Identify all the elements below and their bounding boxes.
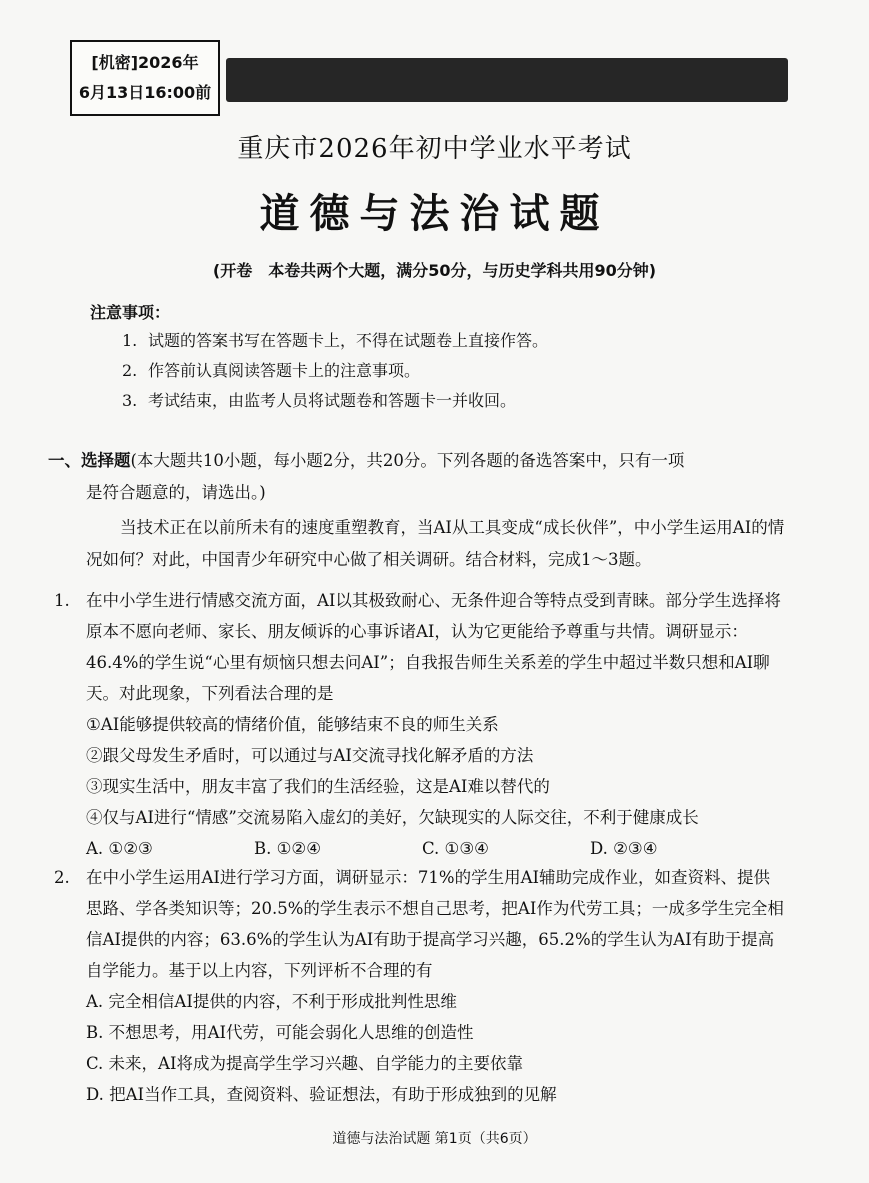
option-a: A. 完全相信AI提供的内容，不利于形成批判性思维 (86, 992, 457, 1011)
confidential-line-1: [机密]2026年 (91, 53, 199, 72)
redaction-bar (226, 58, 788, 102)
statement-1: ①AI能够提供较高的情绪价值，能够结束不良的师生关系 (86, 715, 499, 734)
question-1 (54, 585, 784, 864)
notes-list (122, 326, 548, 416)
question-number: 1. (54, 591, 70, 610)
option-d: D. 把AI当作工具，查阅资料、验证想法，有助于形成独到的见解 (86, 1085, 557, 1104)
notes-heading: 注意事项： (90, 303, 171, 322)
exam-title: 重庆市2026年初中学业水平考试 (237, 134, 632, 164)
statement-4: ④仅与AI进行“情感”交流易陷入虚幻的美好，欠缺现实的人际交往，不利于健康成长 (86, 808, 699, 827)
note-item: 2. 作答前认真阅读答题卡上的注意事项。 (122, 361, 421, 380)
statement-2: ②跟父母发生矛盾时，可以通过与AI交流寻找化解矛盾的方法 (86, 746, 534, 765)
exam-info: (开卷 本卷共两个大题，满分50分，与历史学科共用90分钟) (212, 261, 657, 280)
note-item: 1. 试题的答案书写在答题卡上，不得在试题卷上直接作答。 (122, 331, 549, 350)
answer-choices (86, 833, 784, 864)
section-description: (本大题共10小题，每小题2分，共20分。下列各题的备选答案中，只有一项 (130, 451, 685, 470)
page-footer: 道德与法治试题 第1页（共6页） (332, 1131, 537, 1147)
statement-3: ③现实生活中，朋友丰富了我们的生活经验，这是AI难以替代的 (86, 777, 550, 796)
choice-d: D. ②③④ (590, 839, 658, 858)
material-intro: 当技术正在以前所未有的速度重塑教育，当AI从工具变成“成长伙伴”，中小学生运用AI的情况如何？对此，中国青少年研究中心做了相关调研。结合材料，完成1～3题。 (86, 518, 785, 569)
section-1-header (48, 445, 838, 509)
option-b: B. 不想思考，用AI代劳，可能会弱化人思维的创造性 (86, 1023, 474, 1042)
section-label: 一、选择题 (48, 451, 131, 470)
choice-b: B. ①②④ (254, 839, 321, 858)
question-stem: 在中小学生运用AI进行学习方面，调研显示：71%的学生用AI辅助完成作业，如查资料、提供思路、学各类知识等；20.5%的学生表示不想自己思考，把AI作为代劳工具；一成多学生完全相信AI提供的内容；63.6%的学生认为AI有助于提高学习兴趣，65.2%的学生认为AI有助于提高自学能力。基于以上内容，下列评析不合理的有 (86, 868, 784, 980)
section-description-cont: 是符合题意的，请选出。) (86, 483, 266, 502)
note-item: 3. 考试结束，由监考人员将试题卷和答题卡一并收回。 (122, 391, 517, 410)
confidential-line-2: 6月13日16:00前 (78, 83, 212, 102)
question-stem: 在中小学生进行情感交流方面，AI以其极致耐心、无条件迎合等特点受到青睐。部分学生选择将原本不愿向老师、家长、朋友倾诉的心事诉诸AI，认为它更能给予尊重与共情。调研显示：46.4%的学生说“心里有烦恼只想去问AI”；自我报告师生关系差的学生中超过半数只想和AI聊天。对此现象，下列看法合理的是 (86, 591, 781, 703)
choice-a: A. ①②③ (86, 839, 153, 858)
option-c: C. 未来，AI将成为提高学生学习兴趣、自学能力的主要依靠 (86, 1054, 523, 1073)
question-number: 2. (54, 868, 70, 887)
confidential-box (70, 40, 220, 116)
choice-c: C. ①③④ (422, 839, 489, 858)
question-2 (54, 862, 784, 1110)
subject-title: 道德与法治试题 (259, 191, 610, 237)
